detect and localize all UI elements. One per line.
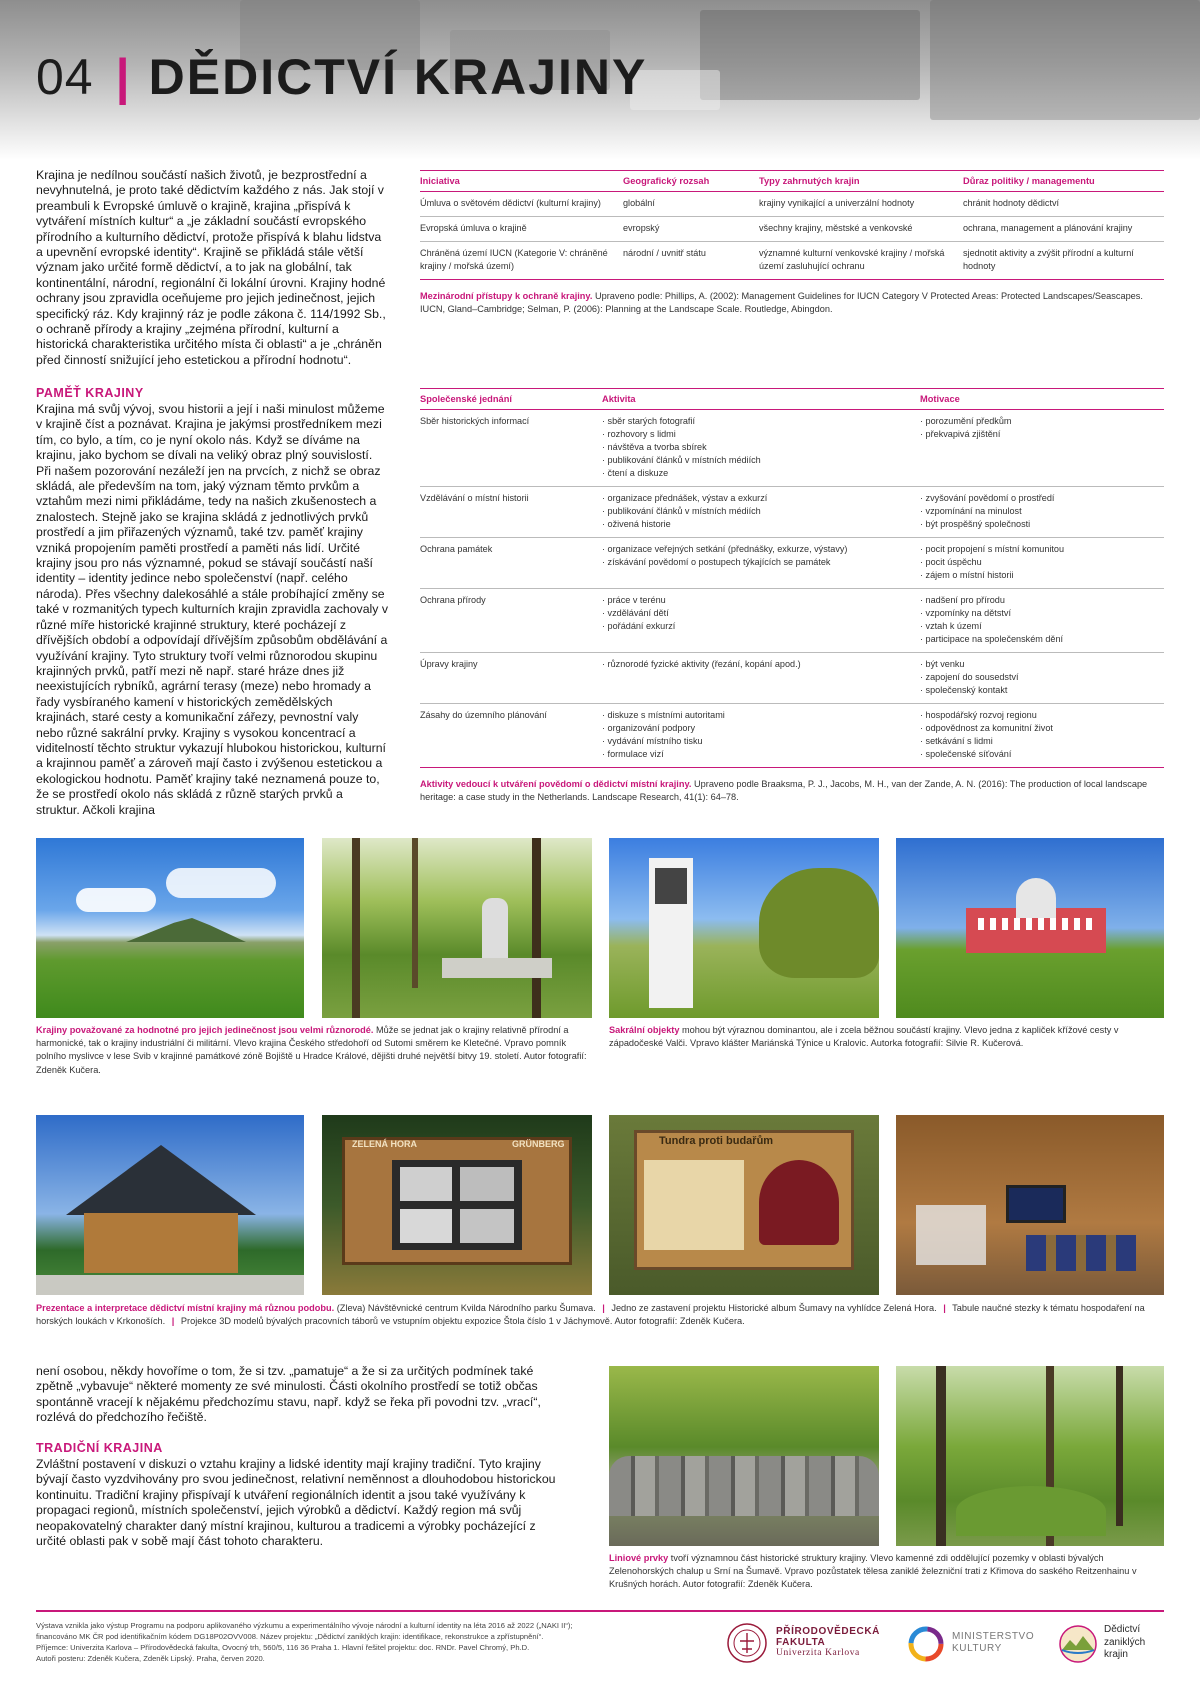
table-row (420, 653, 1164, 704)
table-cell: Zásahy do územního plánování (420, 704, 602, 768)
caption-separator: | (602, 1303, 605, 1313)
table-cell: Úmluva o světovém dědictví (kulturní krajiny) (420, 192, 623, 217)
table-cell: ochrana, management a plánování krajiny (963, 217, 1164, 242)
traditional-paragraph: Zvláštní postavení v diskuzi o vztahu krajiny a lidské identity mají krajiny tradiční. Tyto krajiny bývají často vyzdvihovány pro svou jedinečnost, relativní neměnnost a dlouhodobou historickou kontinuitu. Tradiční krajiny přispívají k utváření regionálních identit a jsou také využívány k propagaci regionů, místních společenství, jejich výrobků a dědictví. Každý region má svůj neopakovatelný charakter daný místní krajinou, kulturou a tradicemi a výrobky pocházející z určité oblasti pak v sobě mají část tohoto charakteru. (36, 1457, 556, 1549)
sign-title-left: ZELENÁ HORA (352, 1139, 417, 1149)
project-landscape-icon (1058, 1624, 1098, 1664)
caption-title: Krajiny považované za hodnotné pro jejich jedinečnost jsou velmi různorodé. (36, 1025, 374, 1035)
caption-text: tvoří významnou část historické struktury krajiny. Vlevo kamenné zdi oddělující pozemky v oblasti bývalých Zelenohorských chalup u Srní na Šumavě. Vpravo pozůstatek tělesa zaniklé železniční trati z Křimova do saského Reitzenhainu v Krušných horách. Autor fotografií: Zdeněk Kučera. (609, 1553, 1137, 1590)
table-list-item: · rozhovory s lidmi (602, 429, 676, 439)
table-list-item: · pocit úspěchu (920, 557, 982, 567)
table-header-cell: Geografický rozsah (623, 171, 759, 192)
logo-line: KULTURY (952, 1643, 1002, 1654)
table-header-cell: Iniciativa (420, 171, 623, 192)
table-cell: Sběr historických informací (420, 410, 602, 487)
table-list-item: · zájem o místní historii (920, 570, 1014, 580)
table-header-cell: Důraz politiky / managementu (963, 171, 1164, 192)
table-cell (602, 704, 920, 768)
photo-landscape-stredohori (36, 838, 304, 1018)
table-list-item: · vydávání místního tisku (602, 736, 703, 746)
caption-row1-left (36, 1024, 592, 1077)
table-list-item: · návštěva a tvorba sbírek (602, 442, 707, 452)
table-list-item: · získávání povědomí o postupech týkajících se památek (602, 557, 831, 567)
table-list-item: · hospodářský rozvoj regionu (920, 710, 1037, 720)
photo-chapel-valec (609, 838, 879, 1018)
table-list-item: · práce v terénu (602, 595, 666, 605)
table-list-item: · zapojení do sousedství (920, 672, 1019, 682)
table-list-item: · překvapivá zjištění (920, 429, 1001, 439)
sign-title: Tundra proti budařům (659, 1135, 774, 1147)
caption-row1-right (609, 1024, 1164, 1050)
footer-line: Výstava vznikla jako výstup Programu na podporu aplikovaného výzkumu a experimentálního vývoje národní a kulturní identity na léta 2016 až 2022 („NAKI II“); (36, 1621, 573, 1630)
table-list-item: · setkávání s lidmi (920, 736, 993, 746)
footer-line: Příjemce: Univerzita Karlova – Přírodovědecká fakulta, Ovocný trh, 560/5, 116 36 Praha 1. Hlavní řešitel projektu: doc. RNDr. Pavel Chromý, Ph.D. (36, 1643, 530, 1652)
photo-railway-remains (896, 1366, 1164, 1546)
caption-text: Upraveno podle: Phillips, A. (2002): Management Guidelines for IUCN Category V Protected Areas: Protected Landscapes/Seascapes. IUCN, Gland–Cambridge; Selman, P. (2006): Planning at the Landscape Scale. Routledge, Abingdon. (420, 291, 1143, 315)
table-cell: evropský (623, 217, 759, 242)
table-list-item: · vztah k území (920, 621, 982, 631)
title-separator: | (115, 49, 131, 105)
caption-separator: | (171, 1316, 175, 1327)
table-list-item: · být venku (920, 659, 965, 669)
table-list-item: · formulace vizí (602, 749, 664, 759)
table-cell (920, 589, 1164, 653)
table-row (420, 487, 1164, 538)
table-cell (920, 538, 1164, 589)
caption-title: Liniové prvky (609, 1553, 669, 1563)
title-text: DĚDICTVÍ KRAJINY (148, 49, 648, 105)
table-cell (602, 487, 920, 538)
logo-faculty-of-science[interactable] (726, 1622, 880, 1666)
table-cell (602, 410, 920, 487)
table-header-row (420, 389, 1164, 410)
caption-text: Může se jednat jak o krajiny relativně přírodní a harmonické, tak o krajiny industriální či militární. Vlevo krajina Českého středohoří od Sutomi směrem ke Kletečné. Vpravo pomník polního myslivce v lese Svib v krajinné památkové zóně Bojiště u Hradce Králové, dějišti druhé největší bitvy 19. století. Autor fotografií: Zdeněk Kučera. (36, 1025, 587, 1075)
memory-heading: PAMĚŤ KRAJINY (36, 386, 144, 400)
table-row (420, 589, 1164, 653)
table-cell: chránit hodnoty dědictví (963, 192, 1164, 217)
table-header-cell: Aktivita (602, 389, 920, 410)
table-list-item: · oživená historie (602, 519, 671, 529)
table-list-item: · odpovědnost za komunitní život (920, 723, 1053, 733)
table-row (420, 538, 1164, 589)
table1-caption (420, 290, 1164, 316)
table-list-item: · porozumění předkům (920, 416, 1012, 426)
photo-projection-jachymov (896, 1115, 1164, 1295)
faculty-name (776, 1626, 880, 1659)
caption-text: Upraveno podle Braaksma, P. J., Jacobs, M. H., van der Zande, A. N. (2016): The production of local landscape heritage: a case study in the Netherlands. Landscape Research, 41(1): 64–78. (420, 779, 1148, 803)
table-header-cell: Společenské jednání (420, 389, 602, 410)
photo-monastery-tynice (896, 838, 1164, 1018)
logo-line: FAKULTA (776, 1637, 826, 1648)
logo-line: PŘÍRODOVĚDECKÁ (776, 1626, 880, 1637)
caption-title: Sakrální objekty (609, 1025, 680, 1035)
caption-text: Jedno ze zastavení projektu Historické album Šumavy na vyhlídce Zelená Hora. (611, 1303, 937, 1313)
table-list-item: · pocit propojení s místní komunitou (920, 544, 1065, 554)
caption-text: Tabule naučné stezky k tématu hospodaření na horských loukách v Krkonoších. (36, 1303, 1145, 1327)
activities-table-block (420, 388, 1164, 804)
photo-stone-walls-srni (609, 1366, 879, 1546)
table-cell (920, 653, 1164, 704)
table-list-item: · organizace veřejných setkání (přednášky, exkurze, výstavy) (602, 544, 848, 554)
table-row (420, 242, 1164, 280)
continuation-paragraph: není osobou, někdy hovoříme o tom, že si tzv. „pamatuje“ a že si za určitých podmínek také zpětně „vybavuje“ některé momenty ze své minulosti. Části okolního prostředí se totiž občas spontánně vracejí k nějakému předchozímu stavu, např. když se řeka při povodni tzv. „vrací“, rozlévá do předchozího řečiště. (36, 1364, 541, 1425)
table-cell: Vzdělávání o místní historii (420, 487, 602, 538)
table-cell (920, 704, 1164, 768)
table-list-item: · nadšení pro přírodu (920, 595, 1005, 605)
table-cell: Ochrana památek (420, 538, 602, 589)
ministry-ring-icon (906, 1624, 946, 1664)
logo-line: Dědictví (1104, 1624, 1141, 1635)
faculty-seal-icon (726, 1622, 768, 1664)
logo-line: MINISTERSTVO (952, 1631, 1035, 1642)
table-row (420, 704, 1164, 768)
page-title (36, 48, 647, 106)
footer-line: financováno MK ČR pod identifikačním kódem DG18P02OVV008. Název projektu: „Dědictví zaniklých krajin: identifikace, rekonstrukce a zpřístupnění“. (36, 1632, 544, 1641)
table-cell (602, 653, 920, 704)
table-list-item: · být prospěšný společnosti (920, 519, 1031, 529)
table-list-item: · sběr starých fotografií (602, 416, 695, 426)
table-header-cell: Motivace (920, 389, 1164, 410)
table-list-item: · vzpomínky na dětství (920, 608, 1011, 618)
table-list-item: · pořádání exkurzí (602, 621, 676, 631)
table-list-item: · různorodé fyzické aktivity (řezání, kopání apod.) (602, 659, 801, 669)
table-cell: Evropská úmluva o krajině (420, 217, 623, 242)
table-list-item: · participace na společenském dění (920, 634, 1064, 644)
table-list-item: · zvyšování povědomí o prostředí (920, 493, 1055, 503)
table-cell: globální (623, 192, 759, 217)
ministry-name (952, 1631, 1034, 1655)
footer-rule (36, 1610, 1164, 1612)
footer-line: Autoři posteru: Zdeněk Kučera, Zdeněk Lipský. Praha, červen 2020. (36, 1654, 265, 1663)
caption-title: Aktivity vedoucí k utváření povědomí o dědictví místní krajiny. (420, 779, 692, 789)
caption-text: mohou být výraznou dominantou, ale i zcela běžnou součástí krajiny. Vlevo jedna z kapliček křížové cesty v západočeské Valči. Vpravo klášter Mariánská Týnice u Kralovic. Autorka fotografií: Silvie R. Kučerová. (609, 1025, 1119, 1049)
table-row (420, 192, 1164, 217)
table-list-item: · organizace přednášek, výstav a exkurzí (602, 493, 768, 503)
table-cell (602, 538, 920, 589)
table-list-item: · publikování článků v místních médiích (602, 506, 761, 516)
photo-sign-zelena-hora (322, 1115, 592, 1295)
photo-memorial-forest (322, 838, 592, 1018)
table2-caption (420, 778, 1164, 804)
table-cell: národní / uvnitř státu (623, 242, 759, 280)
table-header-cell: Typy zahrnutých krajin (759, 171, 963, 192)
table-row (420, 410, 1164, 487)
table-list-item: · čtení a diskuze (602, 468, 669, 478)
table-cell: významné kulturní venkovské krajiny / mořská území zasluhující ochranu (759, 242, 963, 280)
activities-table (420, 388, 1164, 768)
logo-ministry-of-culture[interactable] (906, 1624, 1036, 1666)
caption-row3 (609, 1552, 1164, 1592)
caption-row2 (36, 1302, 1164, 1328)
logo-line: zaniklých (1104, 1636, 1146, 1648)
footer-credits (36, 1620, 596, 1664)
table-cell: sjednotit aktivity a zvýšit přírodní a kulturní hodnoty (963, 242, 1164, 280)
table-list-item: · vzpomínání na minulost (920, 506, 1022, 516)
table-cell: Ochrana přírody (420, 589, 602, 653)
table-list-item: · organizování podpory (602, 723, 696, 733)
table-list-item: · vzdělávání dětí (602, 608, 669, 618)
caption-title: Mezinárodní přístupy k ochraně krajiny. (420, 291, 593, 301)
logo-line: krajin (1104, 1649, 1128, 1660)
photo-visitor-center-kvilda (36, 1115, 304, 1295)
caption-text: (Zleva) Návštěvnické centrum Kvilda Národního parku Šumava. (336, 1303, 596, 1313)
caption-title: Prezentace a interpretace dědictví místní krajiny má různou podobu. (36, 1303, 335, 1313)
initiatives-table (420, 170, 1164, 280)
logo-line: Univerzita Karlova (776, 1648, 860, 1658)
section-number: 04 (36, 49, 94, 105)
table-header-row (420, 171, 1164, 192)
table-row (420, 217, 1164, 242)
memory-paragraph: Krajina má svůj vývoj, svou historii a její i naši minulost můžeme v krajině číst a poznávat. Krajina je jakýmsi prostředníkem mezi tím, co bylo, a tím, co je nyní okolo nás. Když se díváme na krajinu, jako bychom se dívali na veliký obraz plný souvislostí. Při našem pozorování nezáleží jen na prvcích, z nichž se obraz skládá, ale především na tom, jaký význam těmto prvkům a vztahům mezi nimi přikládáme, tedy na našich zkušenostech a znalostech. Stejně jako se krajina skládá z jednotlivých prvků prostředí a jim přiřazených významů, také tzv. paměť krajiny vzniká propojením paměti prostředí a paměti nás lidí. Určité krajiny jsou pro nás významné, pokud se stávají součástí naší identity – identity jedince nebo společenství (např. celého národa). Přes všechny dalekosáhlé a stále probíhající změny se také v rozmanitých typech kulturních krajin zpravidla zachovaly v různé míře historické krajinné struktury, které pocházejí z dřívějších období a odpovídají dřívějším způsobům obdělávání a využívání krajiny. Tyto struktury tvoří velmi různorodou skupinu krajinných prvků, patří mezi ně např. staré hráze dnes již neexistujících rybníků, agrární terasy (meze) nebo hromady a řady vysbíraného kamení v historických zemědělských krajinách, staré cesty a komunikační zářezy, pevnostní valy nebo různé sakrální prvky. Krajiny s vysokou koncentrací a viditelností těchto struktur vykazují hlubokou historickou, kulturní a krajinnou paměť a zároveň mají často i zvýšenou estetickou a ekologickou hodnotu. Paměť krajiny také neznamená pouze to, že se prostředí okolo nás skládá z různě starých prvků a struktur. Ačkoli krajina (36, 402, 388, 817)
table-cell: všechny krajiny, městské a venkovské (759, 217, 963, 242)
table-list-item: · publikování článků v místních médiích (602, 455, 761, 465)
table-list-item: · společenský kontakt (920, 685, 1008, 695)
table-cell (920, 487, 1164, 538)
caption-text: Projekce 3D modelů bývalých pracovních táborů ve vstupním objektu expozice Štola číslo 1 v Jáchymově. Autor fotografií: Zdeněk Kučera. (180, 1316, 745, 1327)
caption-separator: | (943, 1303, 946, 1313)
project-name (1104, 1624, 1145, 1662)
table-cell: krajiny vynikající a univerzální hodnoty (759, 192, 963, 217)
photo-sign-tundra (609, 1115, 879, 1295)
table-cell (920, 410, 1164, 487)
initiatives-table-block (420, 170, 1164, 316)
table-cell (602, 589, 920, 653)
intro-paragraph: Krajina je nedílnou součástí našich životů, je bezprostřední a nevyhnutelná, je proto také dědictvím každého z nás. Jak stojí v preambuli k Evropské úmluvě o krajině, krajina „přispívá k vytváření místních kultur“ a „je základní součástí evropského přírodního a kulturního dědictví, protože přispívá k blahu lidstva a upevnění evropské identity“. Krajině se přikládá stále větší význam jako určité formě dědictví, a to jak na globální, tak kontinentální, národní, regionální či lokální úrovni. Krajiny hodné ochrany jsou zpravidla oceňujeme pro jejich jedinečnost, jejich specifický ráz. Kdy krajinný ráz je podle zákona č. 114/1992 Sb., o ochraně přírody a krajiny „zejména přírodní, kulturní a historická charakteristika určitého místa či oblasti“ a je „chráněn před činností snižující jeho estetickou a přírodní hodnotu“. (36, 168, 386, 367)
table-cell: Úpravy krajiny (420, 653, 602, 704)
sign-title-right: GRÜNBERG (512, 1139, 565, 1149)
traditional-heading: TRADIČNÍ KRAJINA (36, 1441, 163, 1455)
table-list-item: · diskuze s místními autoritami (602, 710, 725, 720)
table-list-item: · společenské síťování (920, 749, 1012, 759)
table-cell: Chráněná území IUCN (Kategorie V: chráněné krajiny / mořská území) (420, 242, 623, 280)
logo-project[interactable] (1058, 1622, 1168, 1666)
